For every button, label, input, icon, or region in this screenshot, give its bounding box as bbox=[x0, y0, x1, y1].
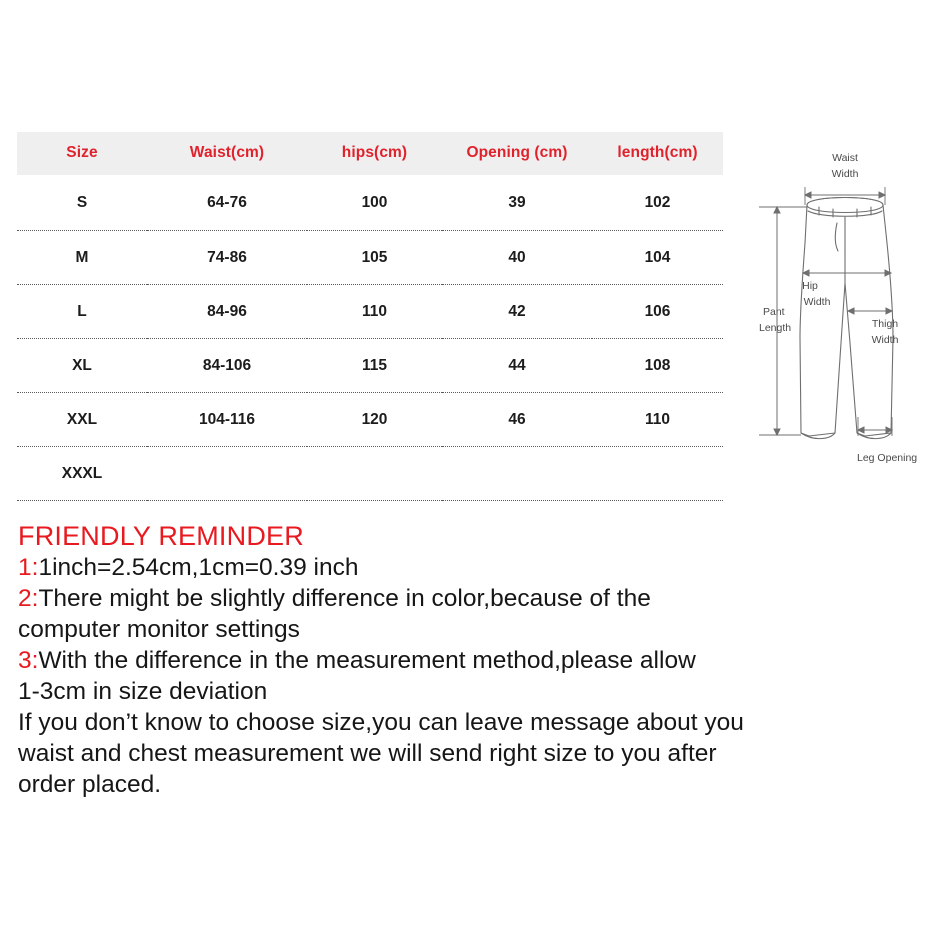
cell-opening bbox=[442, 447, 592, 501]
pant-length-arrow-bottom-head bbox=[774, 429, 780, 435]
cell-hips bbox=[307, 447, 442, 501]
cell-hips: 100 bbox=[307, 175, 442, 231]
reminder-item bbox=[18, 583, 933, 614]
column-header-hips: hips(cm) bbox=[341, 144, 408, 161]
reminder-item-continuation bbox=[18, 614, 933, 645]
hip-arrow-left-head bbox=[803, 270, 809, 276]
waistband bbox=[807, 198, 883, 213]
cell-waist: 64-76 bbox=[147, 175, 307, 231]
reminder-paragraph-line: order placed. bbox=[18, 771, 162, 798]
reminder-item-number: 1: bbox=[18, 554, 39, 581]
cell-hips: 115 bbox=[307, 339, 442, 393]
reminder-item-continuation bbox=[18, 676, 933, 707]
cell-length: 106 bbox=[592, 285, 723, 339]
table-row bbox=[17, 285, 723, 339]
label-waist-width-line2: Width bbox=[831, 168, 859, 180]
reminder-item-number: 2: bbox=[18, 585, 39, 612]
reminder-item-text: With the difference in the measurement method,please allow bbox=[38, 647, 696, 674]
cell-size: L bbox=[17, 285, 147, 339]
leg-opening-arrow-left-head bbox=[858, 427, 864, 433]
label-thigh-width-line2: Width bbox=[871, 334, 899, 346]
cell-length: 102 bbox=[592, 175, 723, 231]
reminder-item-text: computer monitor settings bbox=[18, 616, 300, 643]
cell-size: XXXL bbox=[17, 447, 147, 501]
table-row bbox=[17, 393, 723, 447]
label-hip-width-line2: Width bbox=[803, 296, 831, 308]
label-pant-length-line2: Length bbox=[759, 322, 792, 334]
cell-length bbox=[592, 447, 723, 501]
label-leg-opening: Leg Opening bbox=[857, 452, 918, 464]
reminder-title: FRIENDLY REMINDER bbox=[18, 521, 304, 551]
cell-length: 104 bbox=[592, 231, 723, 285]
cell-hips: 105 bbox=[307, 231, 442, 285]
waist-arrow-left-head bbox=[805, 192, 811, 198]
cell-size: XXL bbox=[17, 393, 147, 447]
cell-opening: 44 bbox=[442, 339, 592, 393]
cell-opening: 46 bbox=[442, 393, 592, 447]
cell-waist: 84-96 bbox=[147, 285, 307, 339]
table-header-row bbox=[17, 132, 723, 175]
cell-length: 110 bbox=[592, 393, 723, 447]
table-body bbox=[17, 175, 723, 501]
column-header-size: Size bbox=[66, 144, 98, 161]
column-header-waist: Waist(cm) bbox=[189, 144, 265, 161]
cell-waist: 84-106 bbox=[147, 339, 307, 393]
table-row bbox=[17, 175, 723, 231]
table-header bbox=[17, 132, 723, 175]
size-chart-table-container bbox=[17, 132, 723, 501]
label-pant-length-line1: Pant bbox=[763, 306, 785, 318]
table-row bbox=[17, 231, 723, 285]
cell-waist bbox=[147, 447, 307, 501]
cell-hips: 120 bbox=[307, 393, 442, 447]
cell-size: XL bbox=[17, 339, 147, 393]
reminder-item bbox=[18, 645, 933, 676]
table-row bbox=[17, 339, 723, 393]
reminder-item-text: There might be slightly difference in color,because of the bbox=[38, 585, 651, 612]
cell-hips: 110 bbox=[307, 285, 442, 339]
cell-size: S bbox=[17, 175, 147, 231]
thigh-arrow-right-head bbox=[886, 308, 892, 314]
fly-curve bbox=[835, 223, 838, 251]
friendly-reminder-block bbox=[18, 521, 933, 800]
cell-size: M bbox=[17, 231, 147, 285]
label-hip-width-line1: Hip bbox=[802, 280, 818, 292]
waist-arrow-right-head bbox=[879, 192, 885, 198]
reminder-item-number: 3: bbox=[18, 647, 39, 674]
reminder-item-text: 1-3cm in size deviation bbox=[18, 678, 268, 705]
cell-opening: 39 bbox=[442, 175, 592, 231]
label-waist-width-line1: Waist bbox=[832, 152, 858, 164]
reminder-paragraph-line: waist and chest measurement we will send right size to you after bbox=[18, 740, 717, 767]
cell-opening: 42 bbox=[442, 285, 592, 339]
column-header-length: length(cm) bbox=[617, 144, 698, 161]
label-thigh-width-line1: Thigh bbox=[871, 318, 899, 330]
cell-opening: 40 bbox=[442, 231, 592, 285]
cell-waist: 104-116 bbox=[147, 393, 307, 447]
reminder-item-text: 1inch=2.54cm,1cm=0.39 inch bbox=[38, 554, 359, 581]
thigh-arrow-left-head bbox=[848, 308, 854, 314]
column-header-opening: Opening (cm) bbox=[466, 144, 568, 161]
pants-measurement-diagram bbox=[745, 133, 950, 483]
pants-diagram-svg bbox=[745, 133, 950, 483]
pants-outline bbox=[800, 198, 893, 437]
cell-length: 108 bbox=[592, 339, 723, 393]
size-chart-table bbox=[17, 132, 723, 501]
cell-waist: 74-86 bbox=[147, 231, 307, 285]
table-row bbox=[17, 447, 723, 501]
reminder-paragraph-line: If you don’t know to choose size,you can leave message about you bbox=[18, 709, 744, 736]
reminder-item bbox=[18, 552, 933, 583]
pant-length-arrow-top-head bbox=[774, 207, 780, 213]
